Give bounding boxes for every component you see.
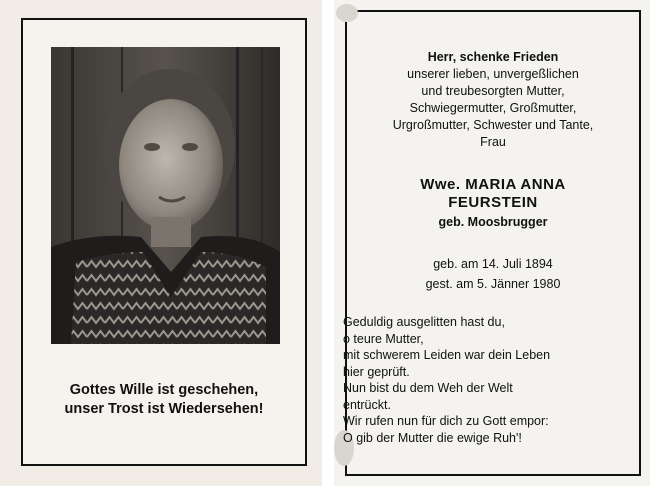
intro-line: und treubesorgten Mutter, [421,84,565,98]
intro-line: Frau [480,135,506,149]
name-block [345,176,641,212]
maiden-name: geb. Moosbrugger [438,215,548,229]
poem-line: entrückt. [343,397,391,412]
card-gap [322,0,334,486]
left-quote [21,381,307,419]
death-date: gest. am 5. Jänner 1980 [425,277,561,291]
name-line: Wwe. MARIA ANNA [420,176,566,193]
born-date: geb. am 14. Juli 1894 [433,257,553,271]
quote-line: Gottes Wille ist geschehen, [69,382,259,398]
intro-line: unserer lieben, unvergeßlichen [407,67,579,81]
intro-line: Urgroßmutter, Schwester und Tante, [392,118,594,132]
poem-line: Geduldig ausgelitten hast du, [343,315,505,329]
poem-line: hier geprüft. [343,364,410,379]
poem-line: Nun bist du dem Weh der Welt [343,381,513,395]
intro-line: Schwiegermutter, Großmutter, [409,101,577,115]
intro-heading: Herr, schenke Frieden [427,50,559,64]
poem-line: Wir rufen nun für dich zu Gott empor: [343,414,549,428]
poem-line: O gib der Mutter die ewige Ruh'! [343,430,522,445]
name-line: FEURSTEIN [448,194,538,211]
poem-line: mit schwerem Leiden war dein Leben [343,348,551,362]
portrait-photo [51,47,280,344]
poem-block [343,314,643,446]
poem-line: o teure Mutter, [343,331,424,346]
portrait-photo-icon [51,47,280,344]
paper-smudge [336,4,358,22]
intro-block [345,49,641,151]
quote-line: unser Trost ist Wiedersehen! [64,401,264,417]
